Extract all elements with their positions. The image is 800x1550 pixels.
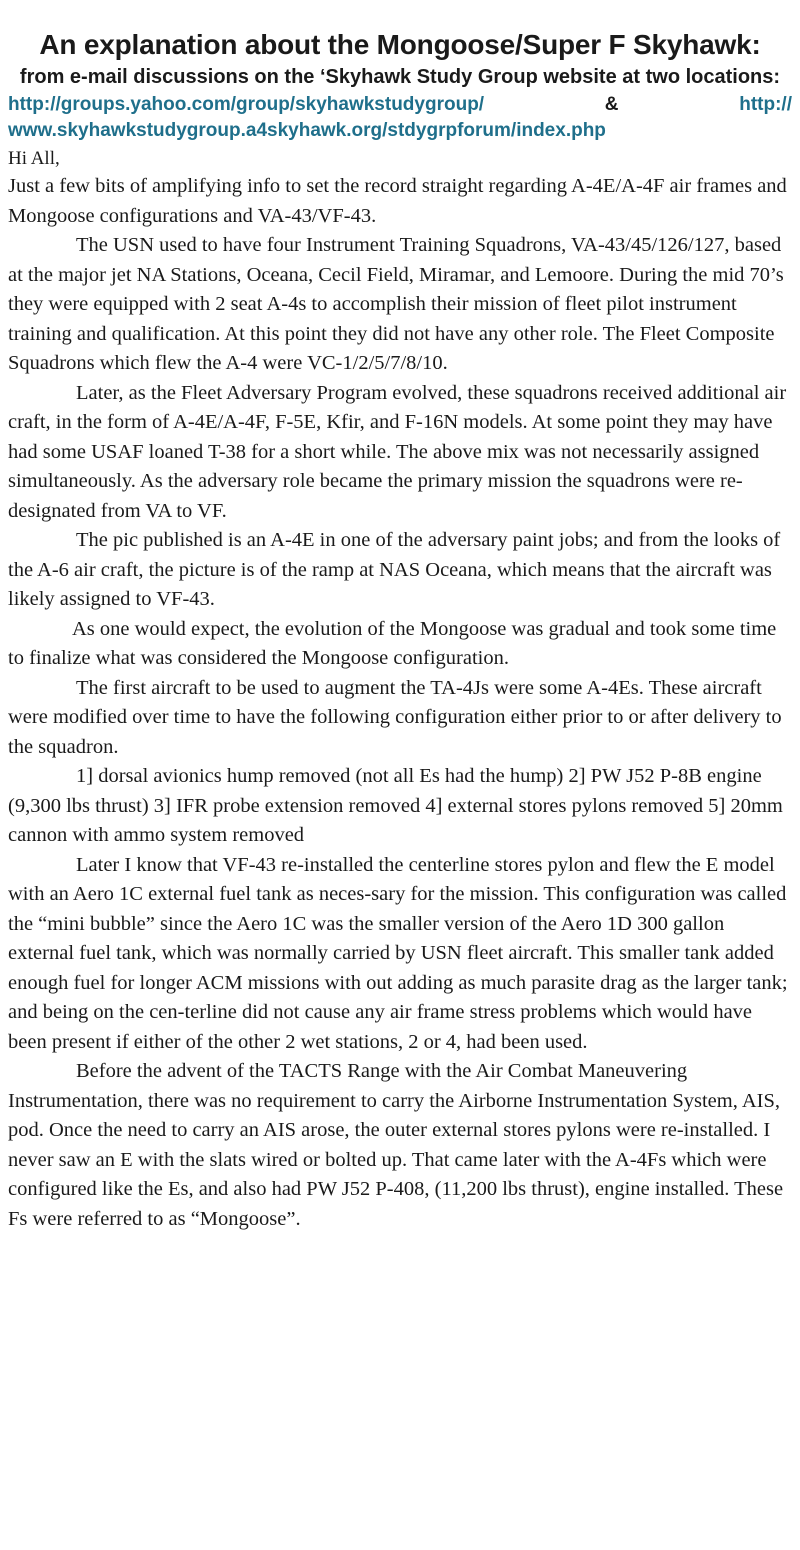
paragraph-tacts: Before the advent of the TACTS Range with the Air Combat Maneuvering Instrumentation, there was no requirement to carry the Airborne Instrumentation System, AIS, pod. Once the need to carry an AIS arose, the outer external stores pylons were re-installed. I never saw an E with the slats wired or bolted up. That came later with the A-4Fs which were configured like the Es, and also had PW J52 P-408, (11,200 lbs thrust), engine installed. These Fs were referred to as “Mongoose”. [8,1060,784,1230]
yahoo-group-link[interactable]: http://groups.yahoo.com/group/skyhawkstudygroup/ [8,94,485,115]
forum-link-start[interactable]: http:// [739,94,792,115]
paragraph-mini-bubble: Later I know that VF-43 re-installed the centerline stores pylon and flew the E model with an Aero 1C external fuel tank as neces-sary for the mission. This configuration was called the “mini bubble” since the Aero 1C was the smaller version of the Aero 1D 300 gallon external fuel tank, which was normally carried by USN fleet aircraft. This smaller tank added enough fuel for longer ACM missions with out adding as much parasite drag as the larger tank; and being on the cen-terline did not cause any air frame stress problems which would have been present if either of the other 2 wet stations, 2 or 4, had been used. [8,853,788,1053]
paragraph-adversary-program: Later, as the Fleet Adversary Program evolved, these squadrons received additional air craft, in the form of A-4E/A-4F, F-5E, Kfir, and F-16N models. At some point they may have had some USAF loaned T-38 for a short while. The above mix was not necessarily assigned simultaneously. As the adversary role became the primary mission the squadrons were re-designated from VA to VF. [8,381,787,522]
paragraph-intro: Just a few bits of amplifying info to set the record straight regarding A-4E/A-4F air frames and Mongoose configurations and VA-43/VF-43. [8,175,787,227]
page-title: An explanation about the Mongoose/Super F Skyhawk: [39,29,761,60]
greeting: Hi All, [8,148,60,169]
links-row [8,92,792,118]
paragraph-pic: The pic published is an A-4E in one of the adversary paint jobs; and from the looks of the A-6 air craft, the picture is of the ramp at NAS Oceana, which means that the aircraft was likely assigned to VF-43. [8,529,781,610]
paragraph-first-aircraft: The first aircraft to be used to augment the TA-4Js were some A-4Es. These aircraft were modified over time to have the following configuration either prior to or after delivery to the squadron. [8,676,782,758]
page-subtitle: from e-mail discussions on the ‘Skyhawk Study Group website at two locations: [19,66,781,88]
ampersand: & [604,94,619,115]
forum-link-continued[interactable]: www.skyhawkstudygroup.a4skyhawk.org/stdygrpforum/index.php [8,120,606,141]
paragraph-config-list: 1] dorsal avionics hump removed (not all Es had the hump) 2] PW J52 P-8B engine (9,300 lbs thrust) 3] IFR probe extension removed 4] external stores pylons removed 5] 20mm cannon with ammo system removed [8,765,783,846]
links-block [8,92,792,144]
paragraph-evolution: As one would expect, the evolution of the Mongoose was gradual and took some time to finalize what was considered the Mongoose configuration. [8,617,777,669]
paragraph-squadrons: The USN used to have four Instrument Training Squadrons, VA-43/45/126/127, based at the major jet NA Stations, Oceana, Cecil Field, Miramar, and Lemoore. During the mid 70’s they were equipped with 2 seat A-4s to accomplish their mission of fleet pilot instrument training and qualification. At this point they did not have any other role. The Fleet Composite Squadrons which flew the A-4 were VC-1/2/5/7/8/10. [8,234,784,374]
